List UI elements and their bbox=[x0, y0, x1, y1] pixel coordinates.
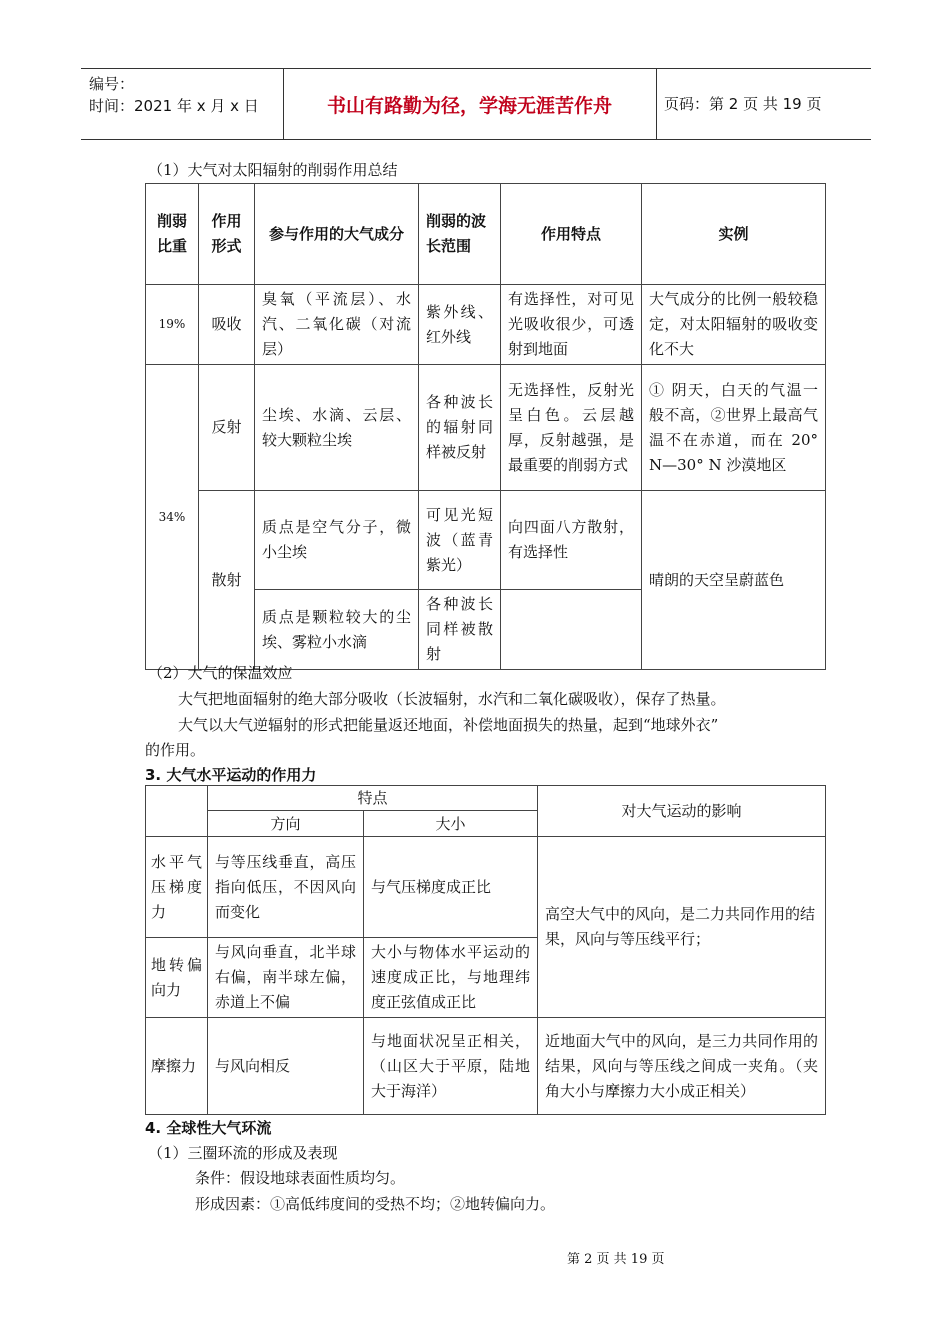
scatter-wavelength-1: 可见光短波（蓝青紫光） bbox=[419, 491, 501, 590]
reflect-wavelength: 各种波长的辐射同样被反射 bbox=[419, 365, 501, 491]
section4-factors: 形成因素：①高低纬度间的受热不均；②地转偏向力。 bbox=[195, 1195, 556, 1213]
page-footer: 第 2 页 共 19 页 bbox=[567, 1252, 665, 1267]
absorb-component: 臭氧（平流层）、水汽、二氧化碳（对流层） bbox=[255, 285, 419, 365]
attenuation-table bbox=[145, 183, 826, 670]
force-magnitude: 与气压梯度成正比 bbox=[364, 837, 538, 938]
force-direction: 与风向垂直，北半球右偏，南半球左偏，赤道上不偏 bbox=[208, 938, 364, 1018]
reflect-example: ① 阴天，白天的气温一般不高，②世界上最高气温不在赤道，而在 20° N—30° N 沙漠地区 bbox=[642, 365, 826, 491]
scatter-component-1: 质点是空气分子，微小尘埃 bbox=[255, 491, 419, 590]
scatter-feature-2 bbox=[501, 590, 642, 670]
effect-high-altitude: 高空大气中的风向，是二力共同作用的结果，风向与等压线平行； bbox=[538, 837, 826, 1018]
forces-corner bbox=[146, 786, 208, 837]
force-direction: 与风向相反 bbox=[208, 1018, 364, 1115]
header-direction: 方向 bbox=[208, 811, 364, 837]
effect-near-ground: 近地面大气中的风向，是三力共同作用的结果，风向与等压线之间成一夹角。（夹角大小与摩擦力大小成正相关） bbox=[538, 1018, 826, 1115]
page-info: 页码：第 2 页 共 19 页 bbox=[664, 95, 822, 113]
force-name: 摩擦力 bbox=[146, 1018, 208, 1115]
header-meta bbox=[89, 73, 259, 117]
header-wavelength: 削弱的波长范围 bbox=[419, 184, 501, 285]
section2-para2a: 大气以大气逆辐射的形式把能量返还地面，补偿地面损失的热量，起到“地球外衣” bbox=[178, 716, 719, 734]
scatter-feature-1: 向四面八方散射，有选择性 bbox=[501, 491, 642, 590]
header-magnitude: 大小 bbox=[364, 811, 538, 837]
header-form: 作用形式 bbox=[199, 184, 255, 285]
scatter-example: 晴朗的天空呈蔚蓝色 bbox=[642, 491, 826, 670]
header-divider bbox=[656, 69, 657, 139]
scatter-wavelength-2: 各种波长同样被散射 bbox=[419, 590, 501, 670]
section4-condition: 条件：假设地球表面性质均匀。 bbox=[195, 1169, 406, 1187]
code-label: 编号： bbox=[89, 75, 135, 93]
absorb-example: 大气成分的比例一般较稳定，对太阳辐射的吸收变化不大 bbox=[642, 285, 826, 365]
header-example: 实例 bbox=[642, 184, 826, 285]
section2-para2b: 的作用。 bbox=[145, 741, 206, 759]
section4-sub: （1）三圈环流的形成及表现 bbox=[148, 1144, 338, 1162]
absorb-wavelength: 紫外线、红外线 bbox=[419, 285, 501, 365]
section4-title: 4. 全球性大气环流 bbox=[145, 1119, 272, 1137]
scatter-form: 散射 bbox=[199, 491, 255, 670]
scatter-reflect-ratio: 34% bbox=[146, 365, 199, 670]
reflect-feature: 无选择性，反射光呈白色。云层越厚，反射越强，是最重要的削弱方式 bbox=[501, 365, 642, 491]
force-name: 地转偏向力 bbox=[146, 938, 208, 1018]
scatter-component-2: 质点是颗粒较大的尘埃、雾粒小水滴 bbox=[255, 590, 419, 670]
absorb-form: 吸收 bbox=[199, 285, 255, 365]
section2-para1: 大气把地面辐射的绝大部分吸收（长波辐射，水汽和二氧化碳吸收），保存了热量。 bbox=[178, 690, 726, 708]
absorb-feature: 有选择性，对可见光吸收很少，可透射到地面 bbox=[501, 285, 642, 365]
header-feature: 作用特点 bbox=[501, 184, 642, 285]
reflect-component: 尘埃、水滴、云层、较大颗粒尘埃 bbox=[255, 365, 419, 491]
header-ratio: 削弱比重 bbox=[146, 184, 199, 285]
header-effect: 对大气运动的影响 bbox=[538, 786, 826, 837]
header-motto: 书山有路勤为径，学海无涯苦作舟 bbox=[326, 95, 612, 117]
section3-title: 3. 大气水平运动的作用力 bbox=[145, 766, 317, 784]
force-magnitude: 大小与物体水平运动的速度成正比，与地理纬度正弦值成正比 bbox=[364, 938, 538, 1018]
force-magnitude: 与地面状况呈正相关，（山区大于平原，陆地大于海洋） bbox=[364, 1018, 538, 1115]
header-feature: 特点 bbox=[208, 786, 538, 811]
absorb-ratio: 19% bbox=[146, 285, 199, 365]
force-direction: 与等压线垂直，高压指向低压，不因风向而变化 bbox=[208, 837, 364, 938]
section1-caption: （1）大气对太阳辐射的削弱作用总结 bbox=[148, 161, 398, 179]
header-component: 参与作用的大气成分 bbox=[255, 184, 419, 285]
forces-table bbox=[145, 785, 826, 1115]
page-header bbox=[81, 68, 871, 140]
section2-caption: （2）大气的保温效应 bbox=[148, 664, 293, 682]
force-name: 水平气压梯度力 bbox=[146, 837, 208, 938]
time-label: 时间：2021 年 x 月 x 日 bbox=[89, 97, 259, 115]
reflect-form: 反射 bbox=[199, 365, 255, 491]
